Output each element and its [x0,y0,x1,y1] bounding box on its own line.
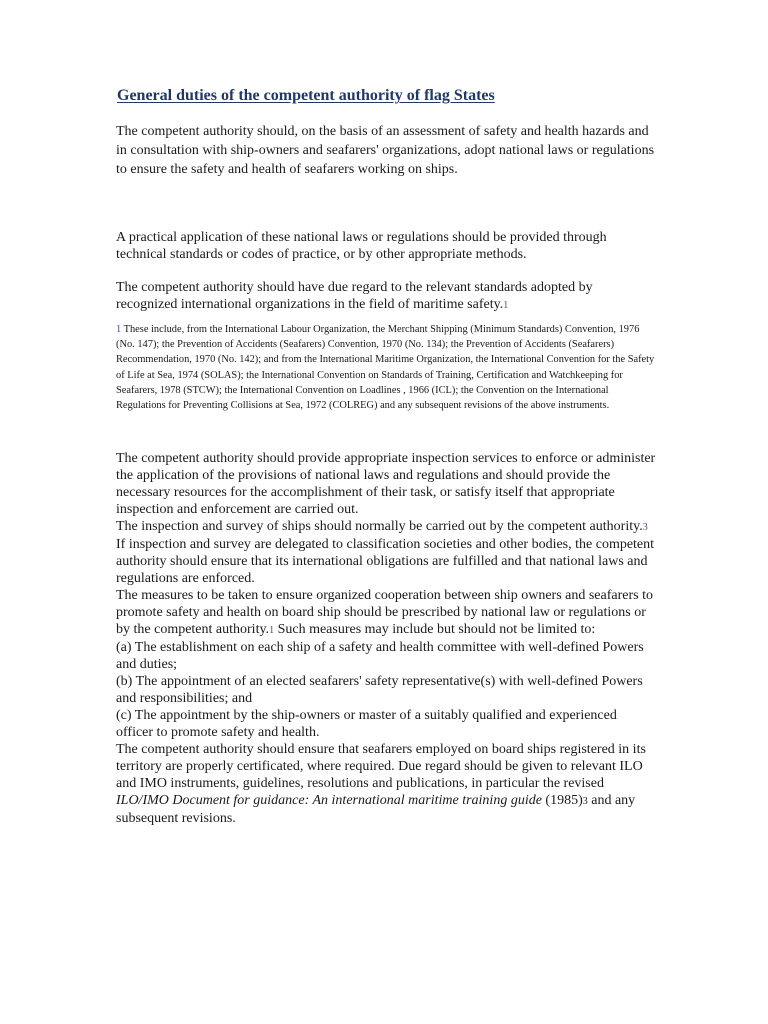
publication-title: ILO/IMO Document for guidance: An international maritime training guide [116,793,542,808]
paragraph-5-text-a: The inspection and survey of ships should normally be carried out by the competent authority. [116,519,643,534]
list-item-b: (b) The appointment of an elected seafarers' safety representative(s) with well-defined Powers and responsibilities; and [116,674,643,706]
footnote-reference: 3 [582,796,588,807]
footnote-reference: 1 [269,625,275,636]
paragraph-7-text-c: and any subsequent revisions. [116,793,636,826]
paragraph-6 [116,587,656,639]
paragraph-2: A practical application of these national laws or regulations should be provided through technical standards or codes of practice, or by other appropriate methods. [116,230,607,262]
paragraph-6-text-a: The measures to be taken to ensure organized cooperation between ship owners and seafarers to promote safety and health on board ship should be prescribed by national law or regulations or by the competent authority. [116,588,653,637]
list-item-a: (a) The establishment on each ship of a safety and health committee with well-defined Powers and duties; [116,640,644,672]
footnote-reference: 1 [503,300,509,311]
paragraph-5 [116,518,656,587]
paragraph-3 [116,279,656,314]
footnote-number: 1 [116,324,122,335]
paragraph-5-text-b: If inspection and survey are delegated to classification societies and other bodies, the competent authority should ensure that its international obligations are fulfilled and that national laws and regulations are enforced. [116,537,655,586]
paragraph-7 [116,741,656,827]
paragraph-6-text-b: Such measures may include but should not be limited to: [274,622,596,637]
footnote-reference: 3 [642,522,648,533]
page-title: General duties of the competent authority of flag States [117,87,495,104]
paragraph-1: The competent authority should, on the basis of an assessment of safety and health hazards and in consultation with ship-owners and seafarers' organizations, adopt national laws or regulations to ensure the safety and health of seafarers working on ships. [116,124,655,177]
paragraph-7-text-a: The competent authority should ensure that seafarers employed on board ships registered in its territory are properly certificated, where required. Due regard should be given to relevant ILO and IMO instruments, guidelines, resolutions and publications, in particular the revised [116,742,646,791]
paragraph-3-text: The competent authority should have due regard to the relevant standards adopted by recognized international organizations in the field of maritime safety. [116,280,593,312]
footnote [116,322,656,413]
body-text [116,450,656,827]
paragraph-7-text-b: (1985) [541,793,583,808]
footnote-text: These include, from the International Labour Organization, the Merchant Shipping (Minimum Standards) Convention, 1976 (No. 147); the Prevention of Accidents (Seafarers) Convention, 1970 (No. 134); the Prevention of Accidents (Seafarers) Recommendation, 1970 (No. 142); and from the International Maritime Organization, the International Convention for the Safety of Life at Sea, 1974 (SOLAS); the International Convention on Standards of Training, Certification and Watchkeeping for Seafarers, 1978 (STCW); the International Convention on Loadlines , 1966 (ICL); the Convention on the International Regulations for Preventing Collisions at Sea, 1972 (COLREG) and any subsequent revisions of the above instruments. [116,324,655,412]
paragraph-4: The competent authority should provide appropriate inspection services to enforce or administer the application of the provisions of national laws and regulations and should provide the necessary resources for the accomplishment of their task, or satisfy itself that appropriate inspection and enforcement are carried out. [116,451,656,517]
list-item-c: (c) The appointment by the ship-owners or master of a suitably qualified and experienced officer to promote safety and health. [116,708,617,740]
